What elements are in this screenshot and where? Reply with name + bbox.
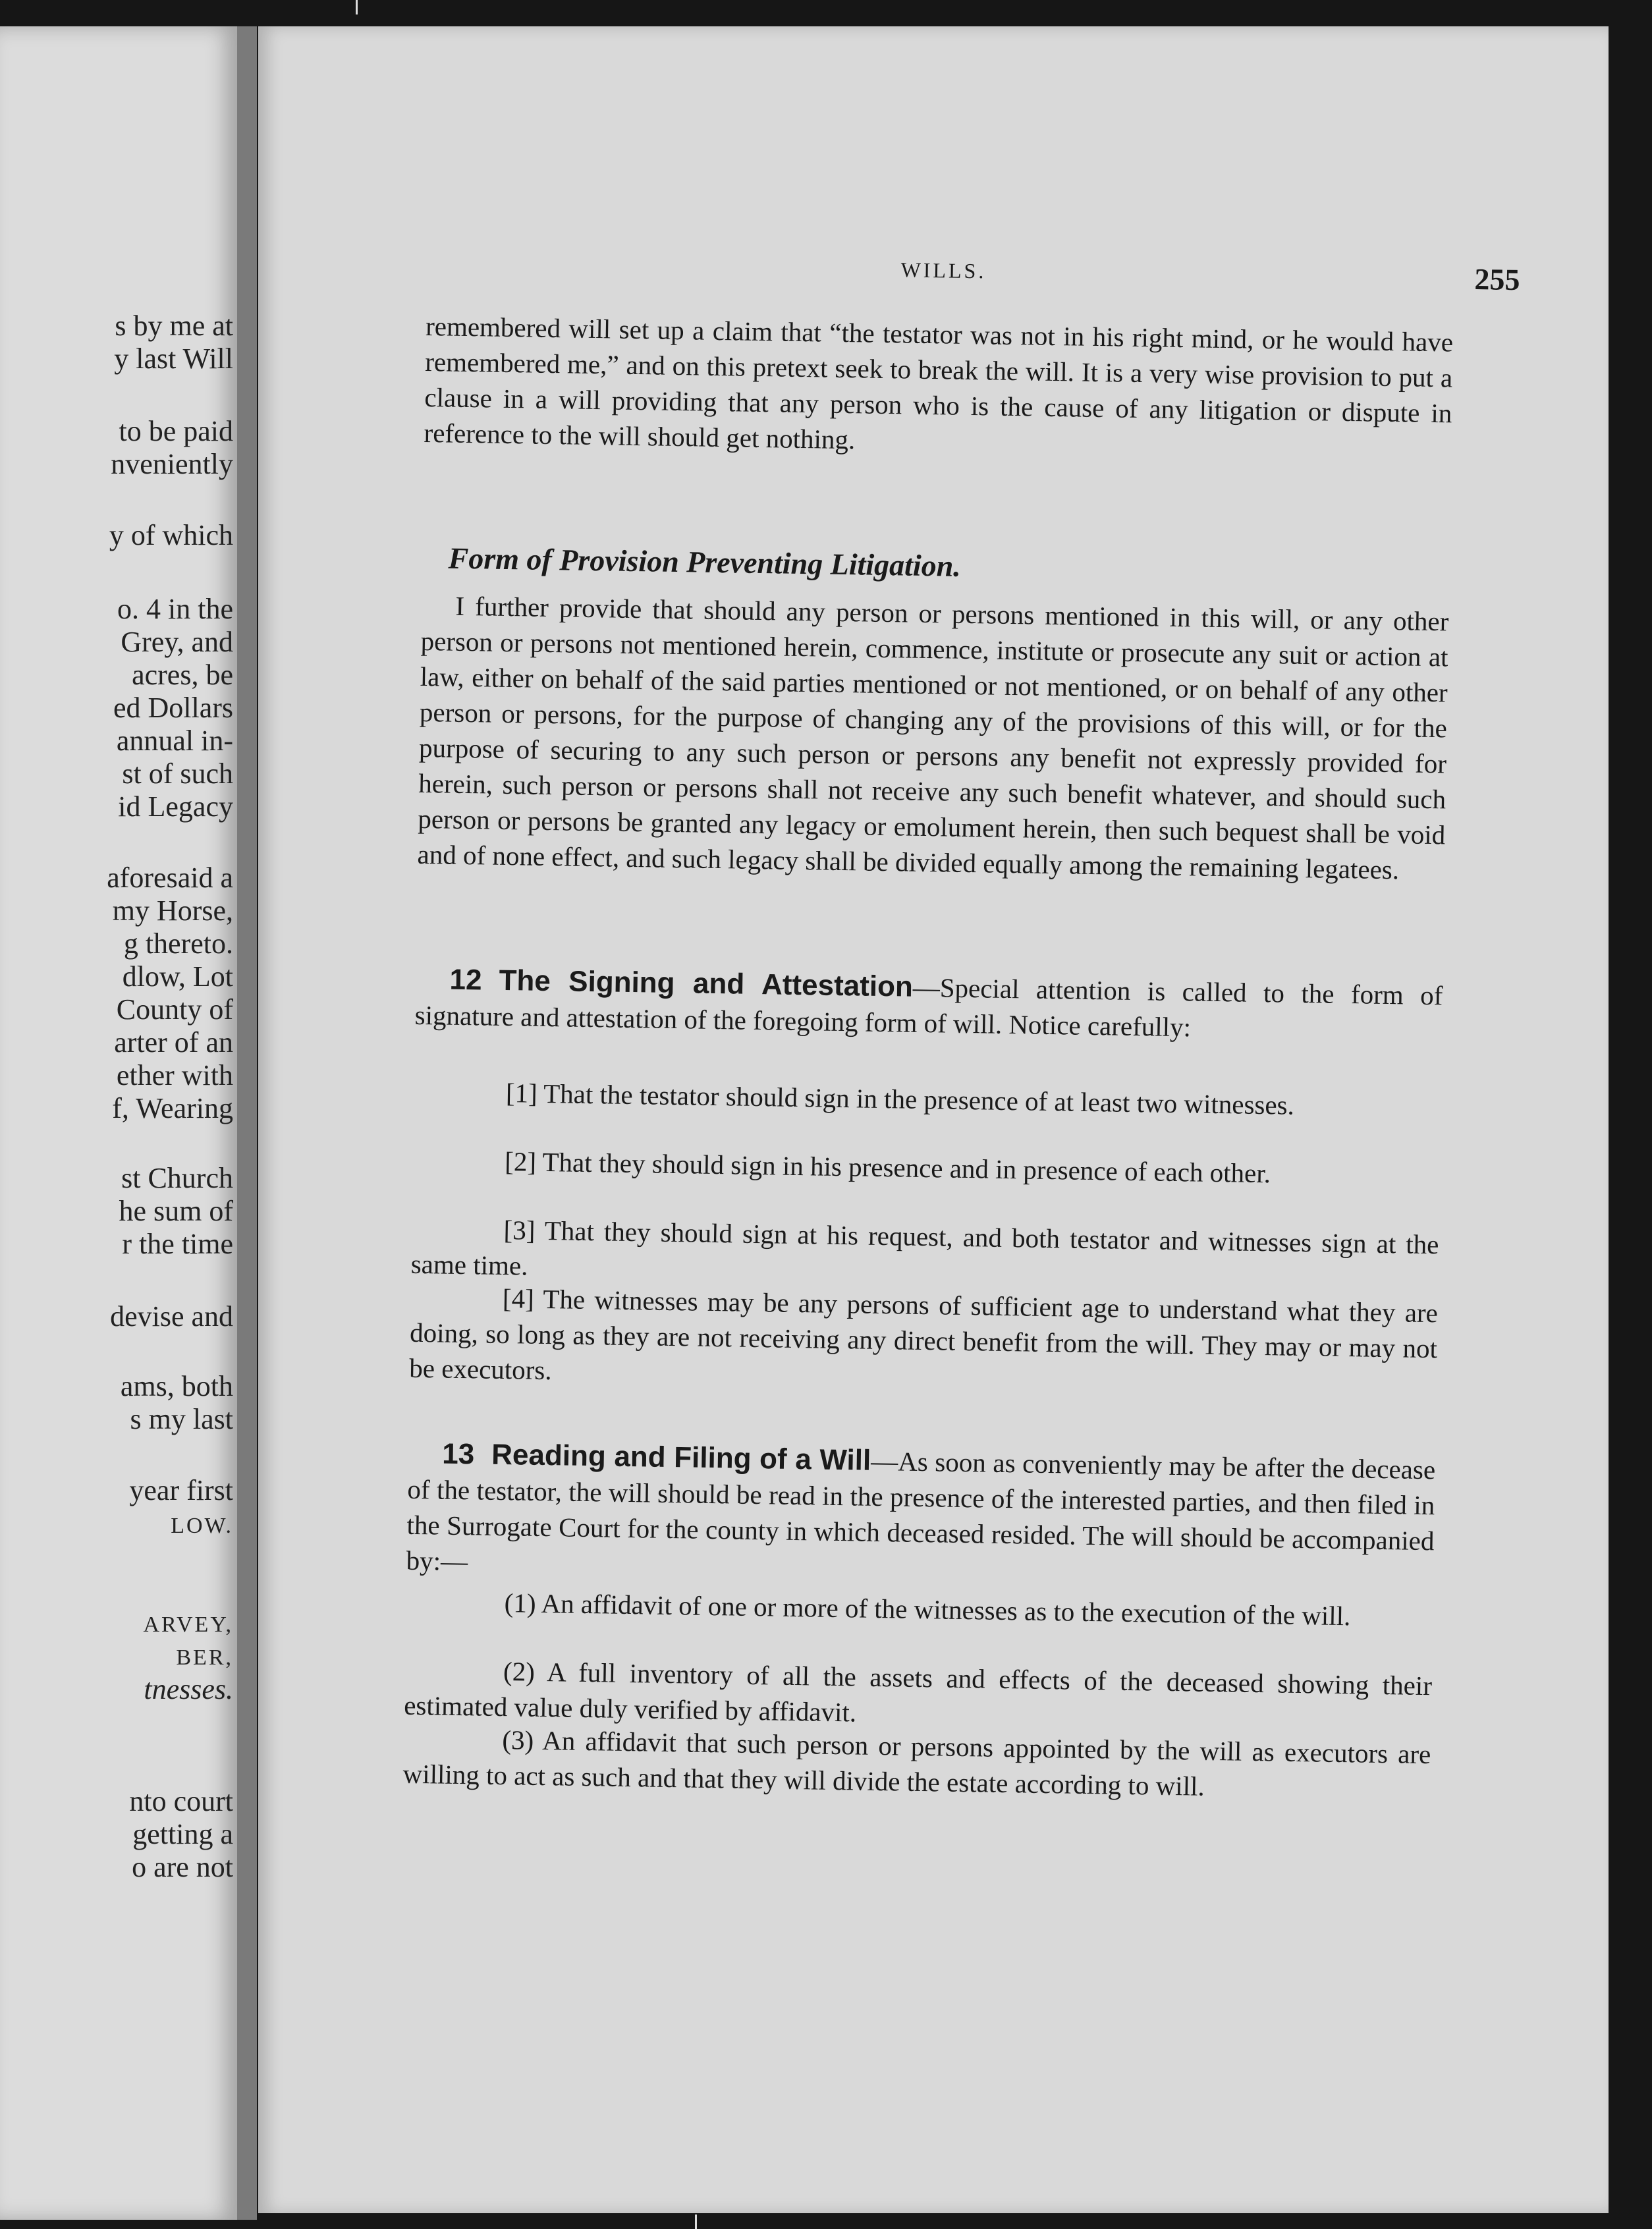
book-gutter xyxy=(237,26,257,2220)
section-13-title: Reading and Filing of a Will xyxy=(491,1438,871,1477)
left-page-line: o. 4 in the xyxy=(117,593,233,625)
left-page-line: to be paid xyxy=(119,415,233,447)
section-12-text: —Special attention is called to the form of signature and attestation of the foregoing form of will. Notice carefully: xyxy=(414,972,1443,1043)
section-12-item-3: [3] That they should sign at his request, and both testator and witnesses sign at the same time. xyxy=(410,1215,1439,1281)
section-13-item-1: (1) An affidavit of one or more of the witnesses as to the execution of the will. xyxy=(504,1587,1351,1632)
form-heading: Form of Provision Preventing Litigation. xyxy=(448,541,962,583)
section-12-item-2: [2] That they should sign in his presence and in presence of each other. xyxy=(504,1146,1271,1189)
section-13-item-2: (2) A full inventory of all the assets and effects of the deceased showing their estimated value duly verified by affidavit. xyxy=(403,1656,1433,1728)
left-page-line: County of xyxy=(116,993,233,1026)
left-page-line: st of such xyxy=(122,757,233,790)
left-page-line: aforesaid a xyxy=(107,862,233,894)
left-page-line: LOW. xyxy=(171,1514,233,1538)
left-page-line: y of which xyxy=(109,519,233,551)
page-number: 255 xyxy=(1474,261,1520,297)
left-page-line: my Horse, xyxy=(112,894,233,927)
left-page-line: acres, be xyxy=(132,659,233,691)
left-page-line: dlow, Lot xyxy=(122,960,233,993)
section-13-text: —As soon as conveniently may be after the decease of the testator, the will should be read in the presence of the interested parties, and then filed in the Surrogate Court for the county in which deceased resided. The will should be accompanied by:— xyxy=(406,1445,1436,1577)
left-page-line: id Legacy xyxy=(118,790,233,823)
left-page-line: year first xyxy=(129,1474,233,1506)
left-page-line: r the time xyxy=(122,1228,233,1260)
left-page-line: Grey, and xyxy=(121,626,233,658)
left-page-line: BER, xyxy=(176,1645,233,1670)
left-page-line: nto court xyxy=(129,1785,233,1817)
left-page-line: tnesses. xyxy=(144,1673,233,1705)
section-12-number: 12 xyxy=(449,963,482,997)
left-page-line: s my last xyxy=(130,1403,233,1435)
left-page-line: arter of an xyxy=(114,1026,233,1059)
left-page-line: nveniently xyxy=(111,448,233,480)
scan-mark xyxy=(695,2215,697,2229)
left-page-line: g thereto. xyxy=(123,927,233,960)
section-13 xyxy=(406,1436,1435,1594)
left-page-line: annual in- xyxy=(116,725,233,757)
left-page-line: ether with xyxy=(116,1059,233,1091)
left-page-line: getting a xyxy=(132,1818,233,1850)
form-paragraph: I further provide that should any person or persons mentioned in this will, or any other person or persons not mentioned herein, commence, institute or prosecute any suit or action at law, either on behalf of the said parties mentioned or not mentioned, or on behalf of any other person or persons, for the purpose of changing any of the provisions of this will, or for the purpose of securing to any such person or persons any benefit not expressly provided for herein, such person or persons shall not receive any such benefit whatever, and should such person or persons be granted any legacy or emolument herein, then such bequest shall be void and of none effect, and such legacy shall be divided equally among the remaining legatees. xyxy=(417,590,1449,885)
section-12-item-4: [4] The witnesses may be any persons of sufficient age to understand what they are doing, so long as they are not receiving any direct benefit from the will. They may or may not be executors. xyxy=(408,1283,1439,1386)
section-12-title: The Signing and Attestation xyxy=(499,964,914,1003)
left-page-line: o are not xyxy=(132,1851,233,1883)
left-page-line: st Church xyxy=(121,1162,233,1194)
left-page-line: f, Wearing xyxy=(112,1092,233,1124)
left-page-line: ams, both xyxy=(120,1370,233,1402)
left-page-line: ARVEY, xyxy=(143,1612,233,1637)
left-page-line: devise and xyxy=(110,1300,233,1333)
opening-paragraph: remembered will set up a claim that “the testator was not in his right mind, or he would have remembered me,” and on this pretext seek to break the will. It is a very wise provision to put a clause in a will providing that any person who is the cause of any litigation or dispute in reference to the will should get nothing. xyxy=(424,310,1454,455)
left-page xyxy=(0,26,237,2220)
section-13-number: 13 xyxy=(441,1437,475,1471)
left-page-line: ed Dollars xyxy=(113,692,233,724)
left-page-line: s by me at xyxy=(115,310,233,342)
left-page-line: he sum of xyxy=(119,1195,233,1227)
section-12-item-1: [1] That the testator should sign in the presence of at least two witnesses. xyxy=(505,1078,1295,1120)
section-13-item-3: (3) An affidavit that such person or persons appointed by the will as executors are willing to act as such and that they will divide the estate according to will. xyxy=(402,1724,1431,1802)
running-head: WILLS. xyxy=(900,258,987,283)
scan-mark xyxy=(356,0,358,14)
left-page-line: y last Will xyxy=(114,343,233,375)
